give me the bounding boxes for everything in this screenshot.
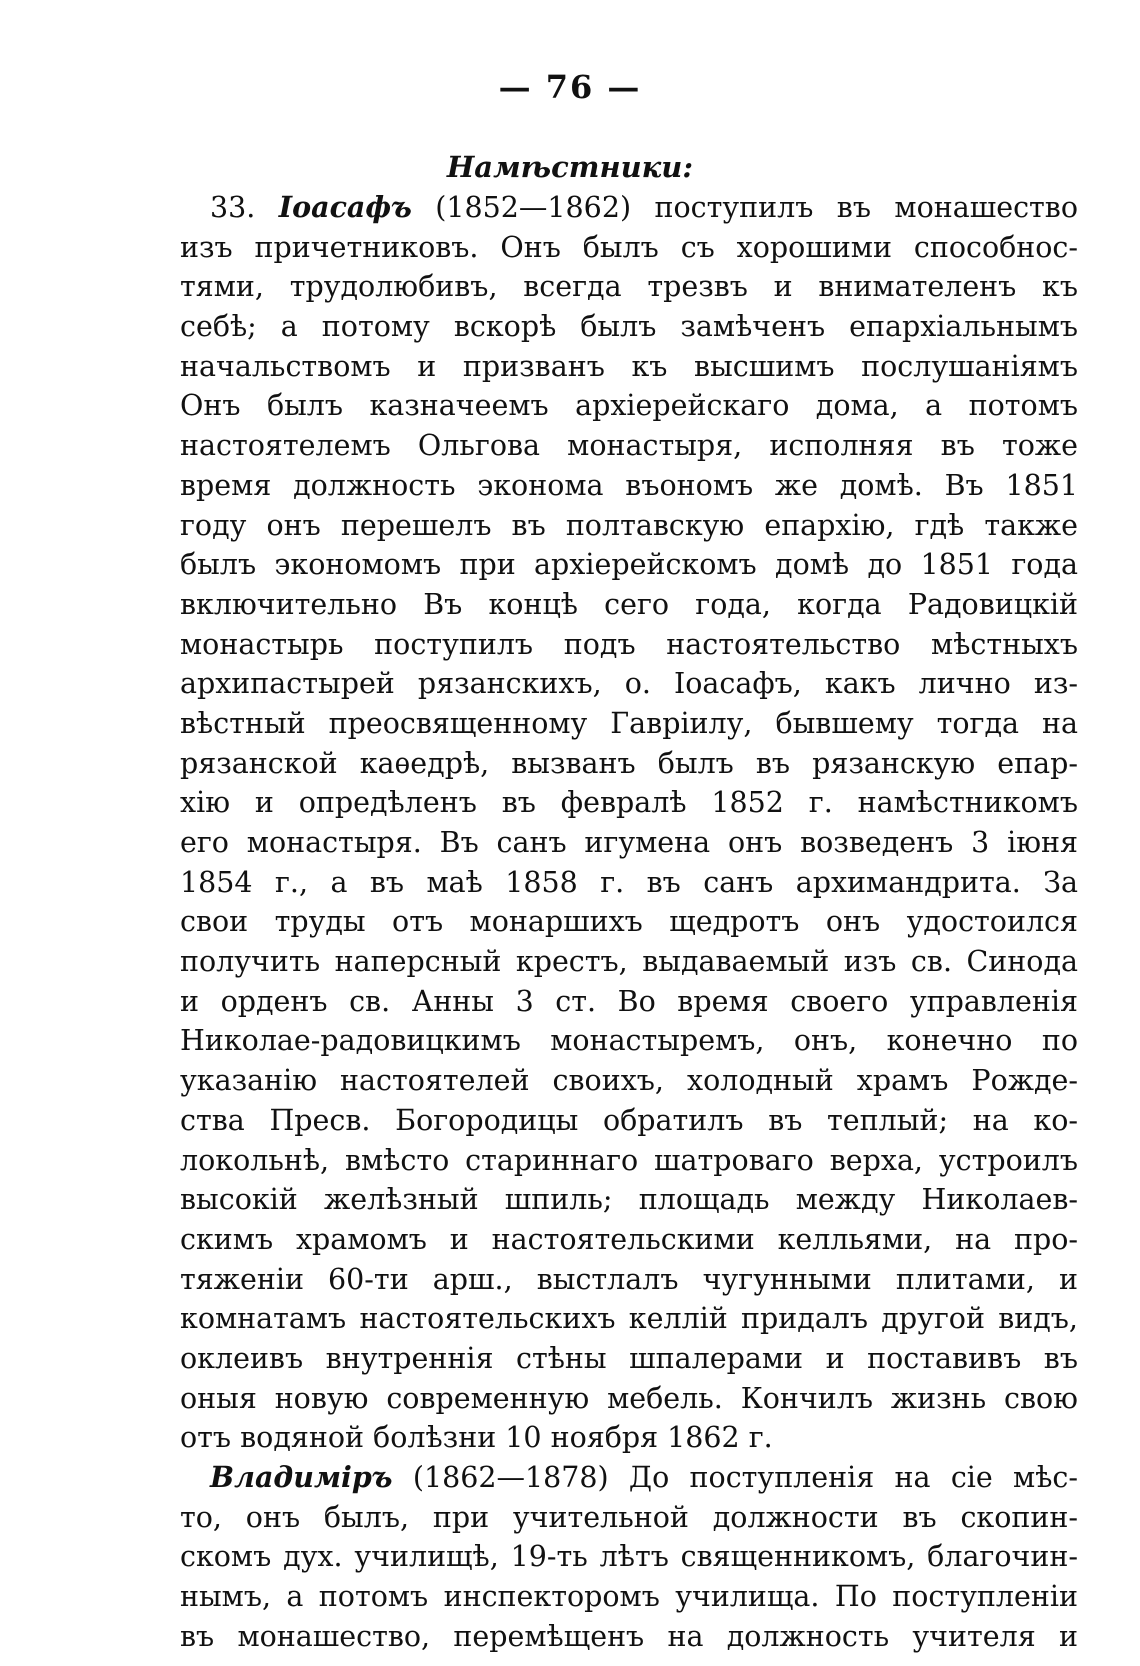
body-text [180, 188, 1078, 1656]
page-number: — 76 — [498, 68, 642, 106]
text-line: локольнѣ, вмѣсто стариннаго шатроваго верха, устроилъ [180, 1143, 1078, 1177]
text-line: себѣ; а потому вскорѣ былъ замѣченъ епархіальнымъ [180, 310, 1078, 344]
text-line: скомъ дух. училищѣ, 19-ть лѣтъ священникомъ, благочин- [180, 1540, 1078, 1574]
text-line: хію и опредѣленъ въ февралѣ 1852 г. намѣстникомъ [180, 786, 1078, 820]
entry-number: 33. [210, 191, 256, 224]
text-line: время должность эконома въономъ же домѣ. Въ 1851 [180, 468, 1078, 502]
text-line: настоятелемъ Ольгова монастыря, исполняя въ тоже [180, 429, 1078, 463]
text-line: рязанской каѳедрѣ, вызванъ былъ въ рязанскую епар- [180, 746, 1078, 780]
text-line: начальствомъ и призванъ къ высшимъ послушаніямъ [180, 349, 1078, 383]
text-line: свои труды отъ монаршихъ щедротъ онъ удостоился [180, 905, 1078, 939]
text-line: монастырь поступилъ подъ настоятельство мѣстныхъ [180, 627, 1078, 661]
text-line: ства Пресв. Богородицы обратилъ въ теплый; на ко- [180, 1103, 1078, 1137]
text-line: архипастырей рязанскихъ, о. Іоасафъ, какъ лично из- [180, 667, 1078, 701]
text-line: въ монашество, перемѣщенъ на должность учителя и [180, 1619, 1078, 1653]
text-line: скимъ храмомъ и настоятельскими келльями, на про- [180, 1222, 1078, 1256]
text-line: Владиміръ (1862—1878) До поступленія на сіе мѣс- [210, 1460, 1078, 1494]
text-line: 1854 г., а въ маѣ 1858 г. въ санъ архимандрита. За [180, 865, 1078, 899]
text-line: оклеивъ внутреннія стѣны шпалерами и поставивъ въ [180, 1341, 1078, 1375]
text-line: высокій желѣзный шпиль; площадь между Николаев- [180, 1183, 1078, 1217]
text-line: его монастыря. Въ санъ игумена онъ возведенъ 3 іюня [180, 826, 1078, 859]
text-line: отъ водяной болѣзни 10 ноября 1862 г. [180, 1421, 773, 1455]
entry-name: Іоасафъ [278, 190, 412, 224]
text-line: изъ причетниковъ. Онъ былъ съ хорошими способнос- [180, 230, 1078, 264]
text-line: вѣстный преосвященному Гавріилу, бывшему тогда на [180, 706, 1078, 740]
section-heading: Намѣстники: [446, 150, 694, 184]
text-line: оныя новую современную мебель. Кончилъ жизнь свою [180, 1381, 1078, 1415]
text-line: году онъ перешелъ въ полтавскую епархію, гдѣ также [180, 508, 1078, 542]
text-line: былъ экономомъ при архіерейскомъ домѣ до 1851 года [180, 548, 1078, 582]
text-line: Онъ былъ казначеемъ архіерейскаго дома, а потомъ [180, 389, 1078, 423]
text-line: Николае-радовицкимъ монастыремъ, онъ, конечно по [180, 1024, 1078, 1058]
text-line: и орденъ св. Анны 3 ст. Во время своего управленія [180, 984, 1078, 1018]
text-line: включительно Въ концѣ сего года, когда Радовицкій [180, 587, 1078, 621]
text-line: тями, трудолюбивъ, всегда трезвъ и внимателенъ къ [180, 270, 1078, 304]
text-line: нымъ, а потомъ инспекторомъ училища. По поступленіи [180, 1580, 1078, 1614]
entry-name: Владиміръ [210, 1460, 393, 1494]
text-line: 33. Іоасафъ (1852—1862) поступилъ въ монашество [210, 190, 1078, 224]
text-line: комнатамъ настоятельскихъ келлій придалъ другой видъ, [180, 1302, 1078, 1336]
text-line: получить наперсный крестъ, выдаваемый изъ св. Синода [180, 945, 1078, 979]
text-line: указанію настоятелей своихъ, холодный храмъ Рожде- [180, 1064, 1078, 1098]
text-line: то, онъ былъ, при учительной должности въ скопин- [180, 1500, 1078, 1534]
text-line: тяженіи 60-ти арш., выстлалъ чугунными плитами, и [180, 1262, 1078, 1296]
